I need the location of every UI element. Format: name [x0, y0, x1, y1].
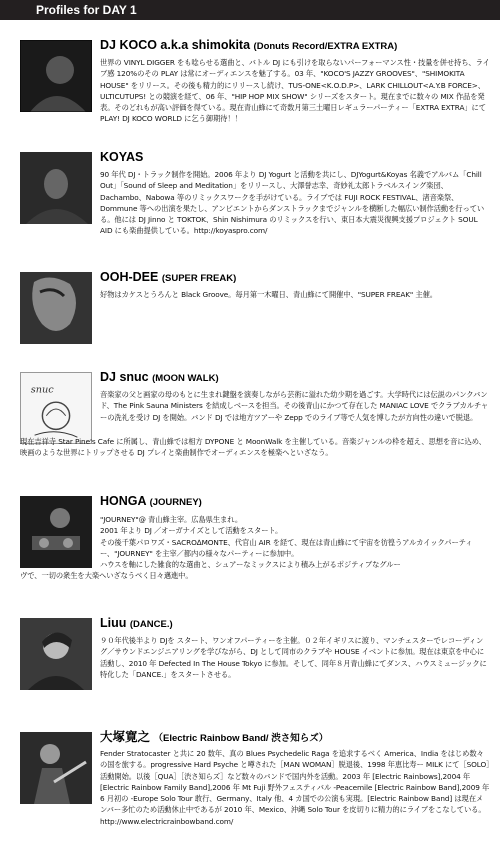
profile-name: [100, 494, 492, 510]
profile-bio: ９０年代後半より DJを スタート、ワンオフパーティーを主催。０２年イギリスに渡り、マンチェスターでレコーディング／サウンドエンジニアリングを学びながら、DJ として同市のクラブや HOUSE イベントに参加。現在は東京を中心に活動し、2010 年 Defected In The House Tokyo に参加。そして、同年８月青山蜂にてダンス、ハウスミュージックに特化した「DANCE.」をスタートさせる。: [100, 636, 487, 679]
profile-name-text: KOYAS: [100, 150, 144, 164]
profile-photo: [20, 618, 92, 690]
profile-name: [100, 616, 492, 632]
profile-org: (SUPER FREAK): [161, 273, 237, 284]
profile-photo: [20, 372, 92, 444]
profile-name-text: DJ snuc: [100, 370, 149, 384]
profile-dj-snuc: [0, 370, 500, 490]
section-header: [0, 0, 500, 20]
profile-name: [100, 370, 492, 386]
profile-otsuka: [0, 730, 500, 860]
profile-name-text: OOH-DEE: [100, 270, 159, 284]
profile-honga: [0, 494, 500, 584]
photo-handwriting: snuc: [30, 384, 54, 396]
profile-name: [100, 38, 492, 54]
profile-name-text: HONGA: [100, 494, 147, 508]
profile-name: [100, 730, 492, 746]
profile-org: (DANCE.): [129, 619, 173, 630]
profile-name: [100, 150, 492, 165]
profile-liuu: [0, 616, 500, 706]
profile-ooh-dee: [0, 270, 500, 350]
profile-dj-koco: [0, 38, 500, 158]
profile-org: （Electric Rainbow Band/ 渋さ知らズ）: [153, 733, 329, 744]
header-title: Profiles for DAY 1: [36, 3, 137, 17]
profile-photo: [20, 732, 92, 804]
profile-bio: 90 年代 DJ・トラック制作を開始。2006 年より DJ Yogurt と活動を共にし、DJYogurt&Koyas 名義でアルバム「Chill Out」「Sound of Sleep and Meditation」をリリースし、大澤誉志幸、奇妙礼太郎トラベルスイング楽団、Dachambo、Nabowa 等のリミックスワークを手がけている。ライブでは FUJI ROCK FESTIVAL、渚音楽祭、Dommune 等への出演を果たし、アンビエントからダンストラックまでジャンルを横断した幅広い制作活動を行っている。他には DJ Jinno と TOKTOK、Shin Nishimura のリミックスを行い、東日本大震災復興支援プロジェクト SOUL AID にも楽曲提供している。http://koyaspro.com/: [100, 170, 485, 236]
profile-org: (Donuts Record/EXTRA EXTRA): [253, 41, 398, 52]
profile-org: (JOURNEY): [149, 497, 202, 508]
profile-bio: 音楽家の父と画家の母のもとに生まれ鍵盤を演奏しながら芸術に溢れた幼少期を過ごす。大学時代には伝説のパンクバンド、The Pink Sauna Ministers を結成しベースを担当。その後青山にかつて存在した MANIAC LOVE でクラブカルチャーの洗礼を受け DJ を開始。バンド DJ では地方ツアーや Zepp でのライブ等で人気を博したが方向性の違いで脱退。: [100, 390, 489, 422]
profile-photo: [20, 496, 92, 568]
profile-photo: [20, 272, 92, 344]
profile-photo: [20, 40, 92, 112]
profile-name: [100, 270, 492, 286]
profile-org: (MOON WALK): [152, 373, 219, 384]
profile-name-text: Liuu: [100, 616, 127, 630]
profile-bio-cont: ヴで、一切の衆生を大楽へいざなうべく日々邁進中。: [20, 571, 193, 580]
profile-bio: 世界の VINYL DIGGER をも唸らせる選曲と、バトル DJ にも引けを取らないパーフォーマンス性・技量を併せ持ち、ライブ感 120%のその PLAY は常にオーディエンスを魅了する。03 年、"KOCO'S JAZZY GROOVES"、"SHIMOKITA HOUSE" をリリース。その後も精力的にリリースし続け、TUS-ONE<K.O.D.P>、LARK CHILLOUT<A.Y.B FORCE>、ULTICUTUPS! との競演を経て、06 年、"HIP HOP MIX SHOW" シリーズをスタート。現在までに数々の MIX 作品を発表。そのどれもが高い評価を得ている。現在青山蜂にて奇数月第三土曜日レギュラーパーティー「EXTRA EXTRA」にて PLAY! DJ KOCO WORLD に乞う御期待！！: [100, 58, 490, 124]
profile-bio: 好物はカケスとうろんと Black Groove。毎月第一木曜日、青山蜂にて開催中、"SUPER FREAK" 主催。: [100, 290, 437, 299]
profile-photo: [20, 152, 92, 224]
profile-name-text: DJ KOCO a.k.a shimokita: [100, 38, 251, 52]
profile-bio: Fender Stratocaster と共に 20 数年、真の Blues Psychedelic Raga を追求するべく America、India をはじめ数々の国を旅する。progressive Hard Psyche と噂された［MAN WOMAN］脱退後、1998 年恵比寿ー MILK にて［SOLO］活動開始。以後［QUA］［渋さ知らズ］など数々のバンドで国内外を活動。2003 年 [Electric Rainbows],2004 年 [Electric Rainbow Family Band],2006 年 Mt Fuji 野外フェスティバル -Peacemile [Electric Rainbow Band],2009 年 6 月初の -Europe Solo Tour 敢行、Germany、Italy 他、4 カ国での公演も実現。[Electric Rainbow Band] は現在メンバー多忙のため活動休止中であるが 2010 年、Mexico、沖縄 Solo Tour を皮切りに精力的にライブをこなしている。 http://www.electricrainbowband.com/: [100, 749, 490, 826]
profile-name-text: 大塚寛之: [100, 730, 151, 744]
profile-bio: "JOURNEY"@ 青山蜂主宰。広島県生まれ。 2001 年より DJ ／オーガナイズとして活動をスタート。 その後千葉パロワズ・SACRO∆MONTE、代官山 AIR を経て、現在は青山蜂にて宇宙を彷徨うアルカイックパーティー、"JOURNEY" を主宰／都内の様々なパーティーに参加中。 ハウスを軸にした雑食的な選曲と、シュアーなミックスにより積み上がるポジティブなグルー: [100, 515, 473, 570]
profile-bio-cont: 現在吉祥寺 Star Pine's Cafe に所属し、青山蜂では相方 DYPONE と MoonWalk を主催している。音楽ジャンルの枠を超え、思想を音に込め、映画のような世界にトリップさせる DJ プレイと楽曲制作でオーディエンスを極楽へといざなう。: [20, 437, 486, 458]
profile-koyas: [0, 150, 500, 280]
